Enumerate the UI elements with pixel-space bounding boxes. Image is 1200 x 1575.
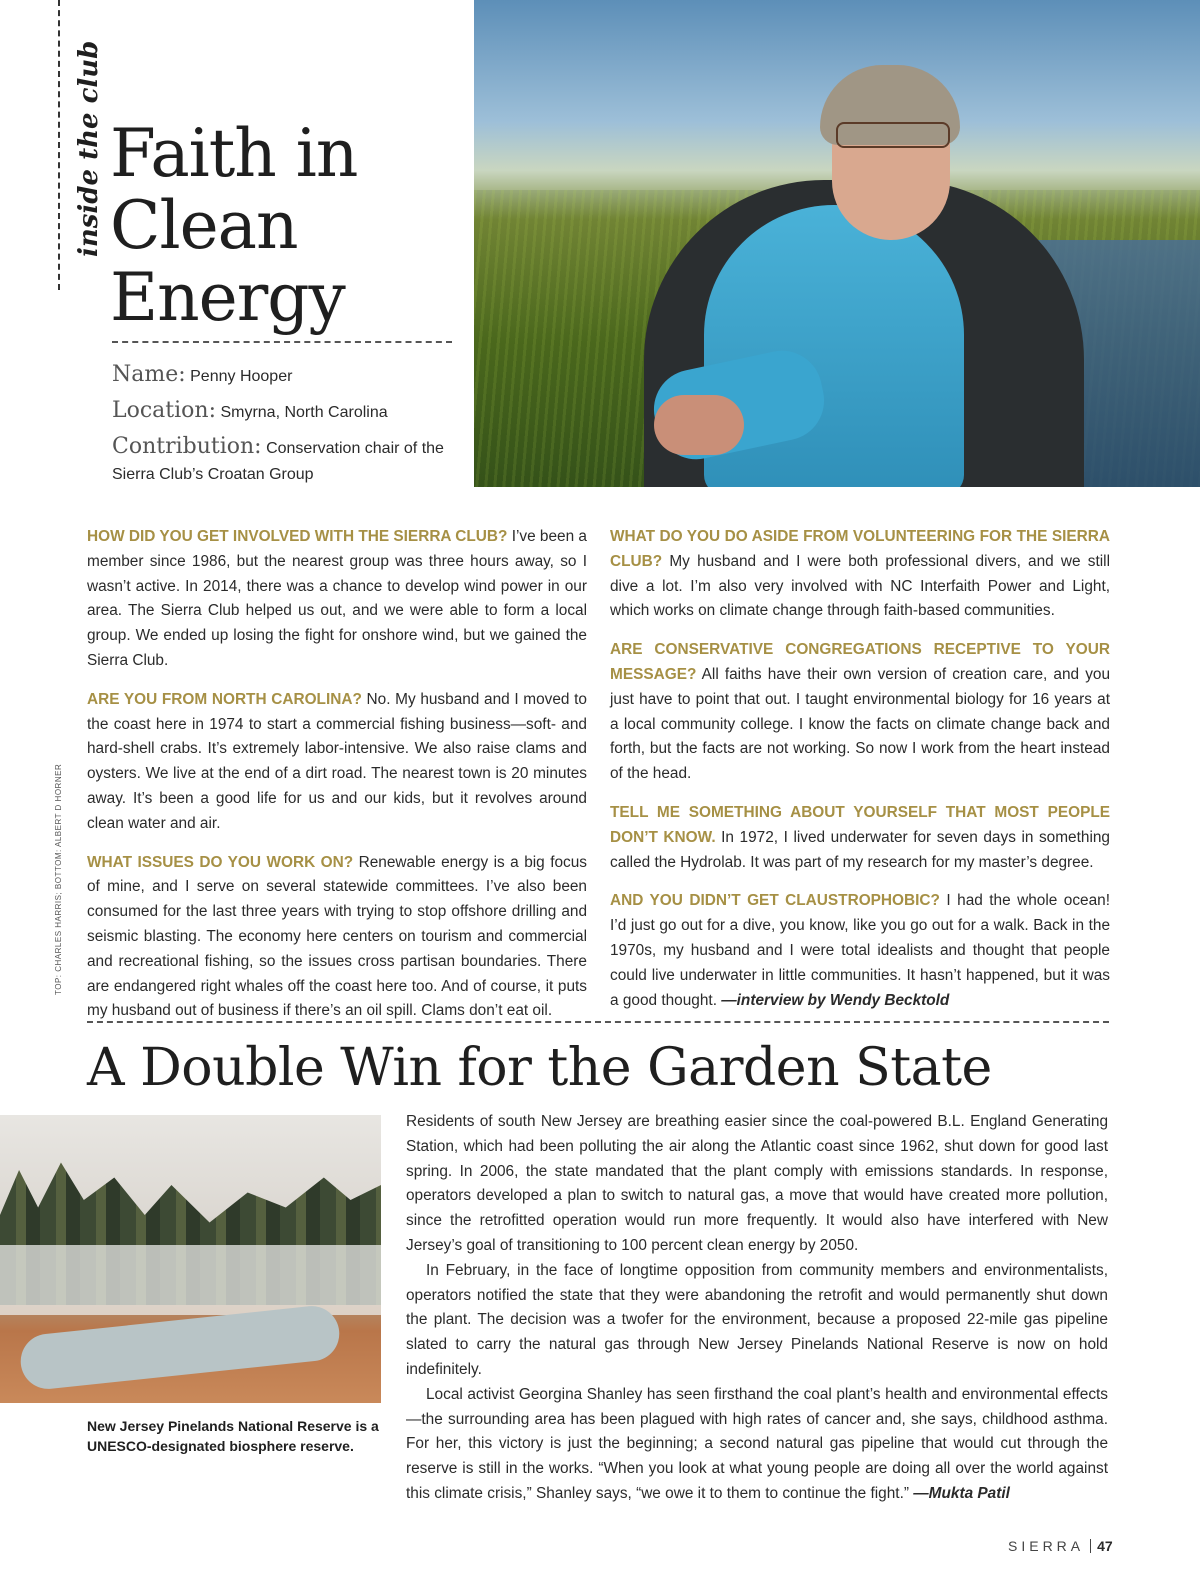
name-label: Name:: [112, 362, 186, 387]
story-paragraph: In February, in the face of longtime opposition from community members and environmentalists, operators notified the state that they were abandoning the retrofit and would permanently shut down the plant. The decision was a twofer for the environment, because a proposed 22-mile gas pipeline slated to carry the natural gas through New Jersey Pinelands National Reserve is now on hold indefinitely.: [406, 1261, 1108, 1378]
interview-column-left: [87, 525, 587, 1038]
qa-item: [87, 688, 587, 837]
section-label: inside the club: [74, 33, 104, 265]
qa-item: [610, 525, 1110, 624]
page-footer: [1008, 1538, 1113, 1554]
dashed-divider-vertical: [58, 0, 60, 290]
portrait-photo: [474, 0, 1200, 487]
contribution-label: Contribution:: [112, 434, 262, 459]
pinelands-photo: [0, 1115, 381, 1403]
dashed-divider: [87, 1021, 1109, 1023]
answer: No. My husband and I moved to the coast here in 1974 to start a commercial fishing business—soft- and hard-shell crabs. It’s extremely labor-intensive. We also raise clams and oysters. We live at the end of a dirt road. The nearest town is 20 minutes away. It’s been a good life for us and our kids, but it revolves around clean water and air.: [87, 690, 587, 832]
profile-location: [112, 398, 457, 426]
profile-name: [112, 362, 457, 390]
answer: My husband and I were both professional divers, and we still dive a lot. I’m also very involved with NC Interfaith Power and Light, which works on climate change through faith-based communities.: [610, 552, 1111, 620]
headline-line: Energy: [110, 259, 345, 336]
answer: I had the whole ocean! I’d just go out for a dive, you know, like you go out for a walk. Back in the 1970s, my husband and I were total idealists and thought that people could live underwater in little communities. It hasn’t happened, but it was a good thought.: [610, 892, 1110, 1009]
magazine-name: SIERRA: [1008, 1538, 1085, 1554]
story-headline: A Double Win for the Garden State: [87, 1038, 992, 1098]
answer: In 1972, I lived underwater for seven days in something called the Hydrolab. It was part of my research for my master’s degree.: [610, 828, 1110, 871]
footer-separator: [1090, 1539, 1091, 1553]
story-body: [406, 1110, 1108, 1507]
name-value: Penny Hooper: [190, 368, 293, 385]
answer: I’ve been a member since 1986, but the nearest group was three hours away, so I wasn’t active. In 2014, there was a chance to develop wind power in our area. The Sierra Club helped us out, and we were able to form a local group. We ended up losing the fight for onshore wind, but we gained the Sierra Club.: [87, 528, 587, 669]
story-byline: —Mukta Patil: [913, 1484, 1010, 1502]
question: HOW DID YOU GET INVOLVED WITH THE SIERRA CLUB?: [87, 528, 508, 545]
interview-column-right: [610, 525, 1110, 1027]
qa-item: [610, 801, 1110, 875]
feature-headline: [110, 115, 450, 336]
dashed-divider: [112, 341, 452, 343]
headline-line: Clean: [110, 187, 298, 264]
qa-item: [610, 889, 1110, 1013]
answer: All faiths have their own version of creation care, and you just have to point that out. I taught environmental biology for 16 years at a local community college. I know the facts on climate change back and forth, but the facts are not working. So now I work from the heart instead of the head.: [610, 665, 1111, 783]
photo-caption: New Jersey Pinelands National Reserve is a UNESCO-designated biosphere reserve.: [87, 1418, 379, 1454]
question: WHAT DO YOU DO ASIDE FROM VOLUNTEERING FOR THE SIERRA CLUB?: [610, 528, 1110, 570]
headline-line: Faith in: [110, 115, 358, 192]
question: AND YOU DIDN’T GET CLAUSTROPHOBIC?: [610, 892, 940, 910]
qa-item: [610, 638, 1110, 787]
answer: Renewable energy is a big focus of mine, and I serve on several statewide committees. I’ve also been consumed for the last three years with trying to stop offshore drilling and seismic blasting. The economy here centers on tourism and commercial and recreational fishing, so the issues cross partisan boundaries. There are endangered right whales off the coast here too. And of course, it puts my husband out of business if there’s an oil spill. Clams don’t eat oil.: [87, 853, 587, 1020]
profile-contribution: [112, 434, 457, 488]
profile-box: [112, 362, 457, 496]
section-tag: [28, 0, 104, 295]
interview-byline: —interview by Wendy Becktold: [721, 991, 950, 1009]
contribution-value: Conservation chair of the Sierra Club’s Croatan Group: [112, 440, 444, 483]
question: WHAT ISSUES DO YOU WORK ON?: [87, 853, 354, 871]
question: TELL ME SOMETHING ABOUT YOURSELF THAT MOST PEOPLE DON’T KNOW.: [610, 803, 1110, 846]
location-value: Smyrna, North Carolina: [220, 404, 388, 421]
story-paragraph-text: Local activist Georgina Shanley has seen firsthand the coal plant’s health and environmental effects—the surrounding area has been plagued with high rates of cancer and, she says, childhood asthma. For her, this victory is just the beginning; a second natural gas pipeline that would cut through the reserve is still in the works. “When you look at what young people are doing all over the world against this climate crisis,” Shanley says, “we owe it to them to continue the fight.”: [406, 1385, 1108, 1502]
photo-credit: TOP: CHARLES HARRIS; BOTTOM: ALBERT D HORNER: [54, 763, 63, 995]
question: ARE CONSERVATIVE CONGREGATIONS RECEPTIVE TO YOUR MESSAGE?: [610, 641, 1110, 683]
location-label: Location:: [112, 398, 216, 423]
question: ARE YOU FROM NORTH CAROLINA?: [87, 690, 362, 708]
story-paragraph: [406, 1383, 1108, 1507]
page-number: 47: [1097, 1538, 1113, 1554]
qa-item: [87, 851, 587, 1025]
story-paragraph: Residents of south New Jersey are breathing easier since the coal-powered B.L. England Generating Station, which had been polluting the air along the Atlantic coast since 1962, shut down for good last spring. In 2006, the state mandated that the plant comply with emissions standards. In response, operators developed a plan to switch to natural gas, a move that would have created more pollution, since the retrofitted operation would run more frequently. It would also have interfered with New Jersey’s goal of transitioning to 100 percent clean energy by 2050.: [406, 1113, 1108, 1254]
qa-item: [87, 525, 587, 674]
